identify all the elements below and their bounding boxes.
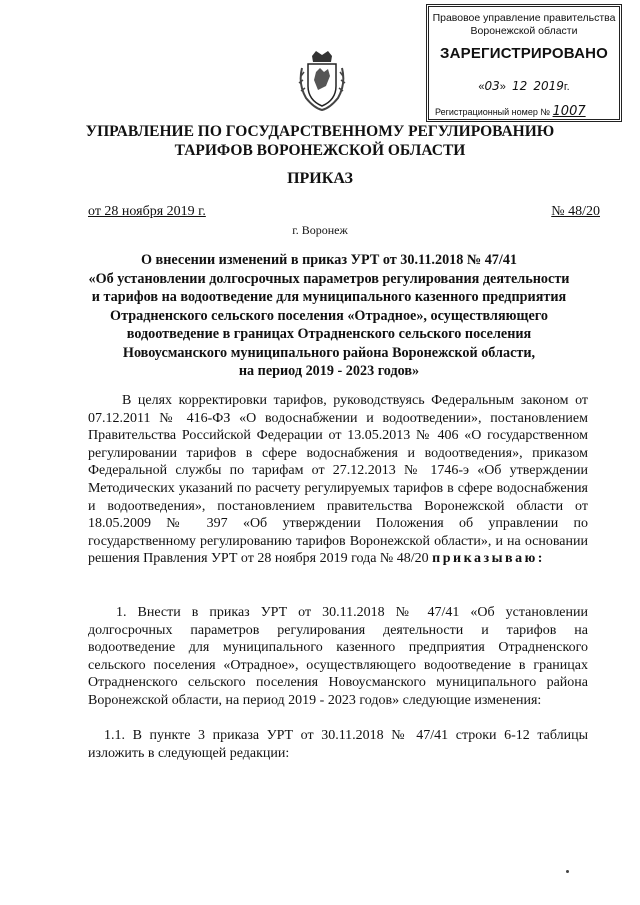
- subject-line: О внесении изменений в приказ УРТ от 30.11.2018 № 47/41: [140, 252, 518, 268]
- stamp-organization: [429, 12, 619, 38]
- item-1-paragraph: [88, 604, 588, 710]
- stamp-org-line1: Правовое управление правительства: [432, 12, 616, 24]
- order-date: от 28 ноября 2019 г.: [88, 204, 206, 219]
- stamp-reg-label: Регистрационный номер №: [435, 107, 551, 117]
- agency-title-line1: УПРАВЛЕНИЕ ПО ГОСУДАРСТВЕННОМУ РЕГУЛИРОВАНИЮ: [85, 123, 555, 140]
- preamble-paragraph: [88, 392, 588, 568]
- scan-speck: [566, 870, 569, 873]
- stamp-date: «03» 12 2019г.: [478, 79, 570, 93]
- stamp-date-month: 12: [511, 79, 528, 93]
- stamp-reg-number: 1007: [552, 104, 586, 119]
- subject-line: «Об установлении долгосрочных параметров регулирования деятельности: [88, 270, 570, 287]
- item-1-text: 1. Внести в приказ УРТ от 30.11.2018 № 47/41 «Об установлении долгосрочных параметров регулирования деятельности и тарифов на водоотведение для муниципального казенного предприятия Отрадненского сельского поселения «Отрадное», осуществляющего водоотведение в границах Отрадненского сельского поселения Новоусманского муниципального района Воронежской области, на период 2019 - 2023 годов» следующие изменения:: [88, 605, 588, 708]
- order-city: г. Воронеж: [292, 223, 348, 237]
- stamp-org-line2: Воронежской области: [470, 25, 578, 37]
- item-1-1-text: 1.1. В пункте 3 приказа УРТ от 30.11.2018 № 47/41 строки 6-12 таблицы изложить в следующей редакции:: [88, 728, 588, 761]
- registration-stamp: [426, 4, 622, 122]
- document-type: ПРИКАЗ: [287, 170, 353, 187]
- subject-line: на период 2019 - 2023 годов»: [238, 363, 420, 379]
- stamp-status: ЗАРЕГИСТРИРОВАНО: [439, 45, 609, 62]
- order-word: приказываю:: [432, 551, 545, 567]
- coat-of-arms-icon: [298, 50, 346, 112]
- stamp-date-year: 2019: [533, 79, 564, 93]
- subject-line: Отрадненского сельского поселения «Отрадное», осуществляющего: [110, 307, 548, 324]
- order-number: № 48/20: [551, 204, 600, 219]
- subject-line: и тарифов на водоотведение для муниципального казенного предприятия: [91, 289, 567, 305]
- subject-line: водоотведение в границах Отрадненского сельского поселения: [126, 326, 532, 342]
- preamble-text: В целях корректировки тарифов, руководствуясь Федеральным законом от 07.12.2011 № 416-ФЗ «О водоснабжении и водоотведении», постановлением Правительства Российской Федерации от 13.05.2013 № 406 «О государственном регулировании тарифов в сфере водоснабжения и водоотведения», приказом Федеральной службы по тарифам от 27.12.2013 № 1746-э «Об утверждении Методических указаний по расчету регулируемых тарифов в сфере водоснабжения и водоотведения», постановлением правительства Воронежской области от 18.05.2009 № 397 «Об утверждении Положения об управлении по государственному регулированию тарифов Воронежской области», и на основании решения Правления УРТ от 28 ноября 2019 года № 48/20: [88, 393, 588, 567]
- order-subject: [80, 251, 578, 381]
- stamp-date-day: 03: [484, 79, 500, 93]
- subject-line: Новоусманского муниципального района Воронежской области,: [122, 344, 536, 361]
- agency-title: [0, 122, 640, 160]
- stamp-reg-number-row: [435, 104, 613, 119]
- agency-title-line2: ТАРИФОВ ВОРОНЕЖСКОЙ ОБЛАСТИ: [174, 142, 466, 159]
- item-1-1-paragraph: [88, 727, 588, 762]
